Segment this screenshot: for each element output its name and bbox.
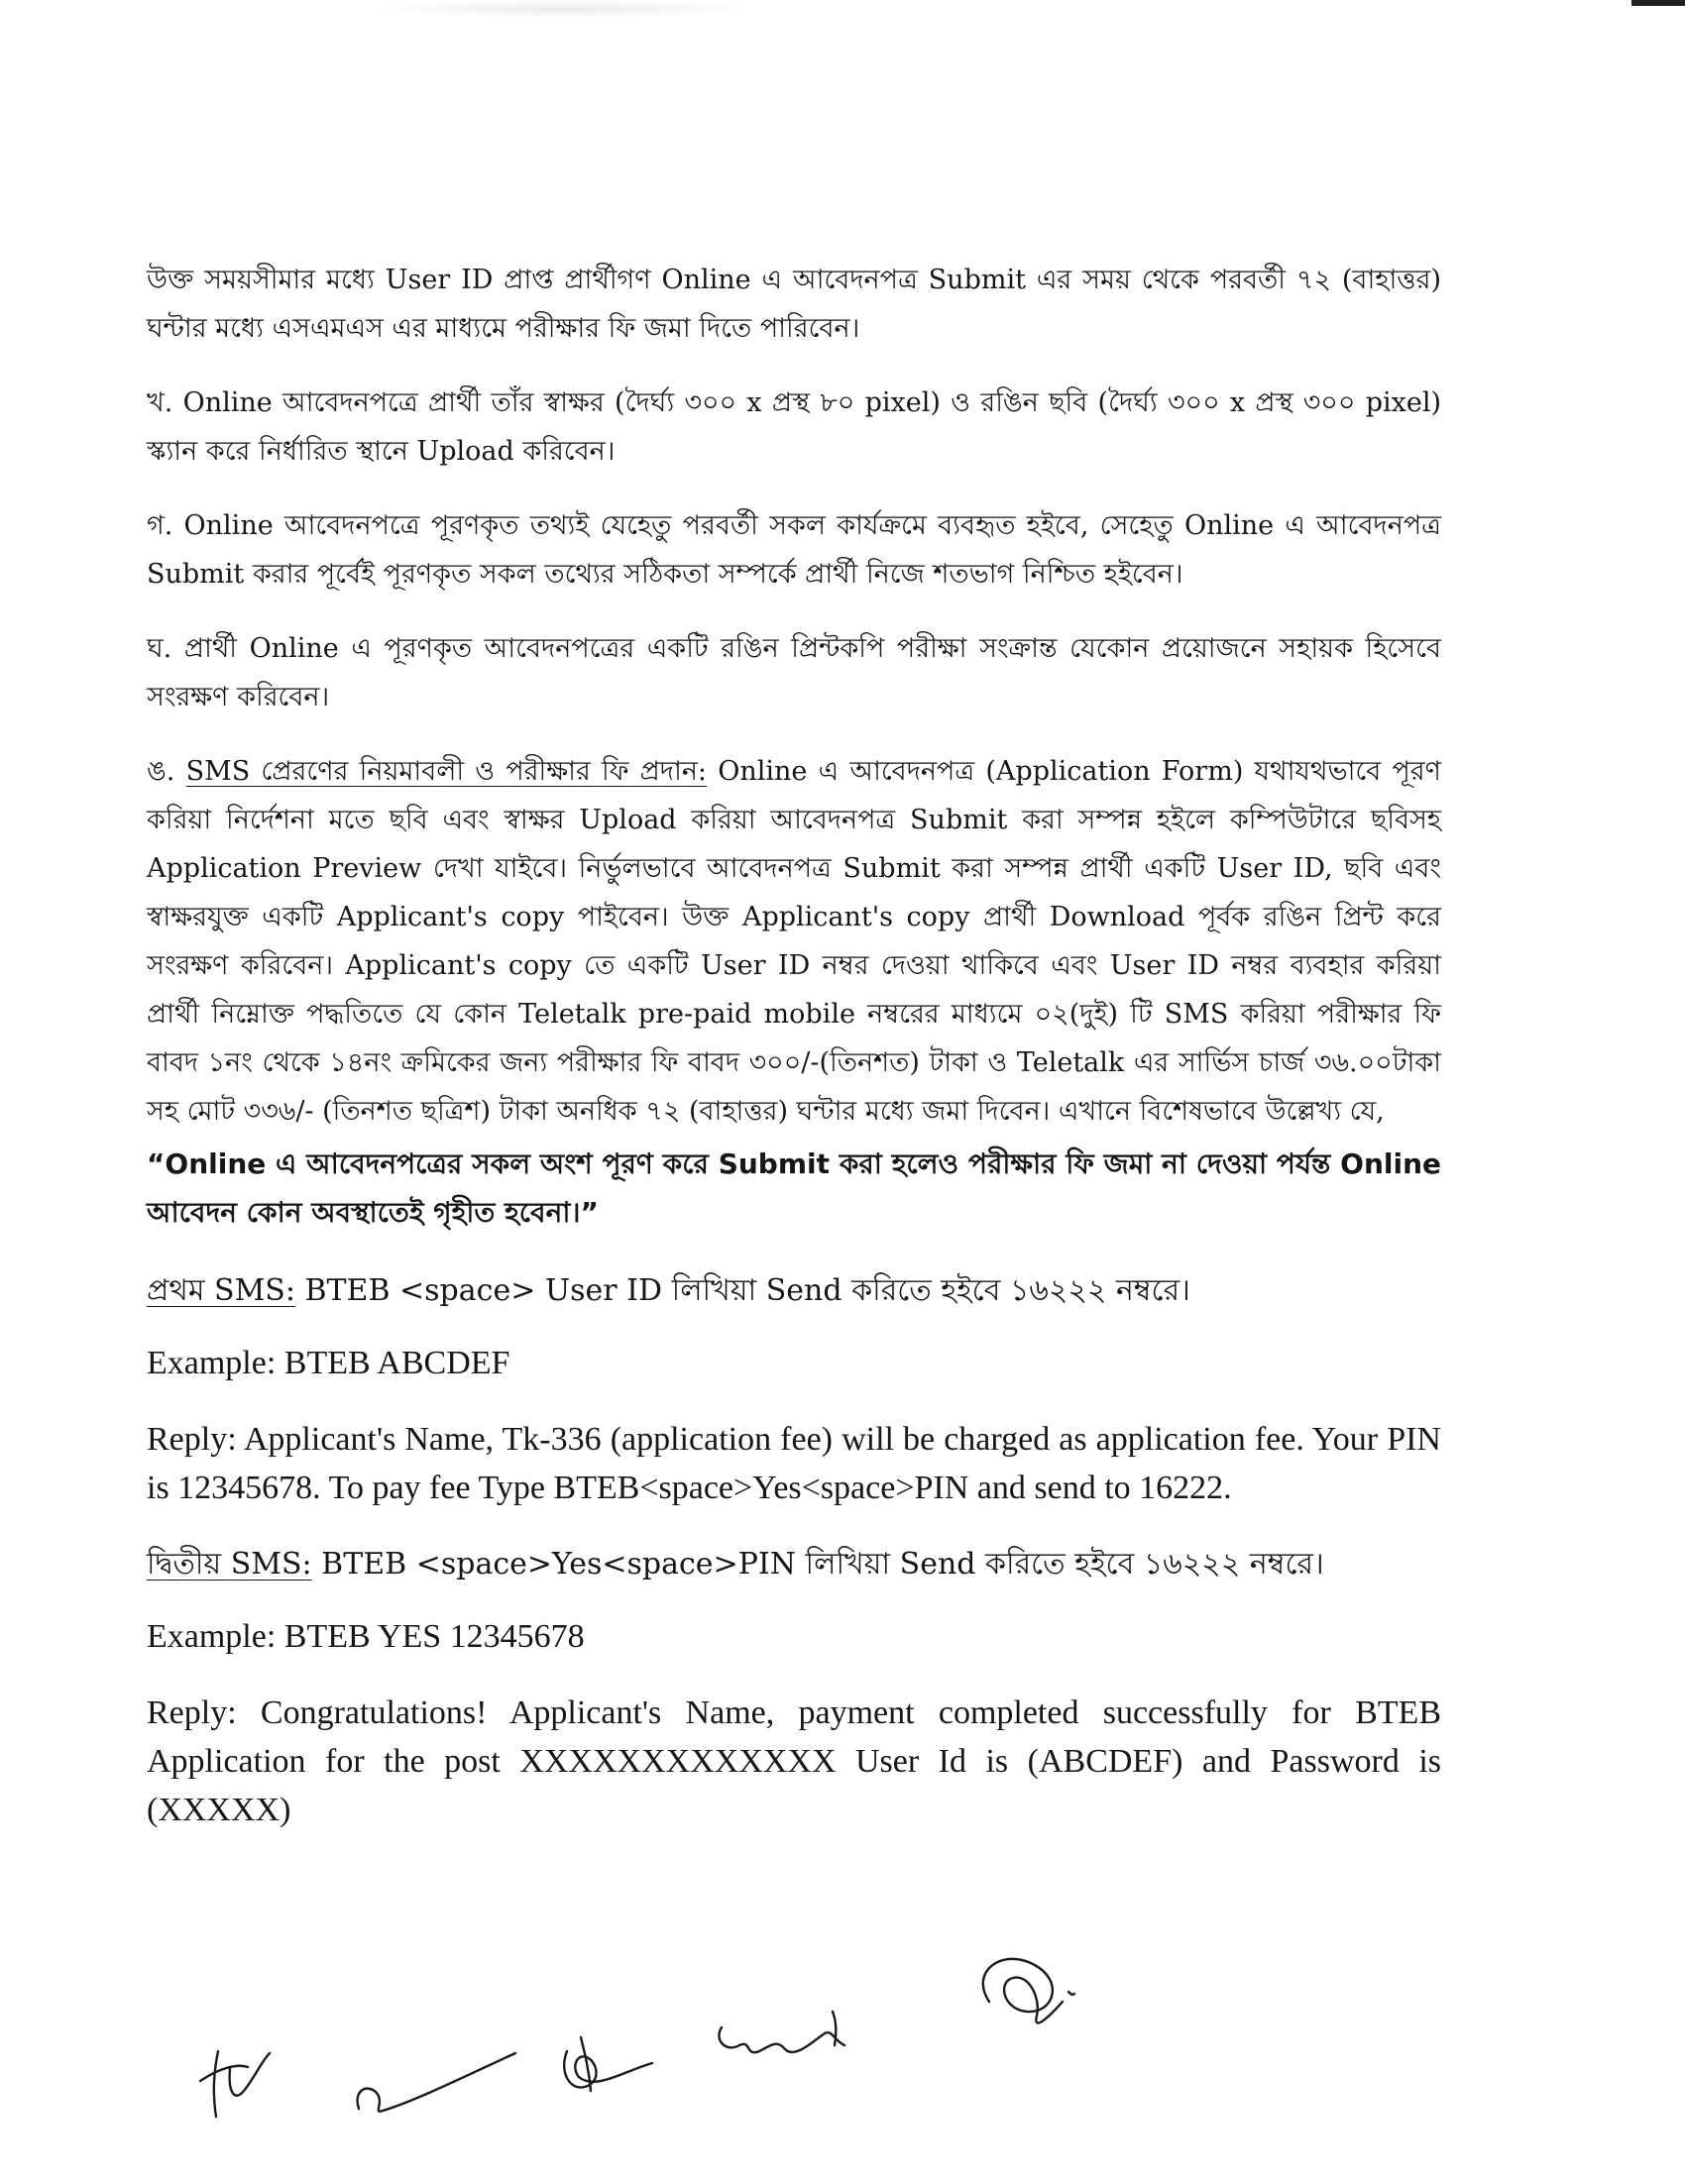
second-sms-label: দ্বিতীয় SMS:: [147, 1547, 312, 1582]
first-sms-reply: Reply: Applicant's Name, Tk-336 (application fee) will be charged as application fee. Your PIN is 12345678. To pay fee Type BTEB<space>Yes<space>PIN and send to 16222.: [147, 1421, 1441, 1506]
signatures-graphic: [178, 1942, 1170, 2180]
second-sms-example: Example: BTEB YES 12345678: [147, 1618, 585, 1655]
first-sms-instruction: [147, 1266, 1441, 1315]
paragraph-deadline: উক্ত সময়সীমার মধ্যে User ID প্রাপ্ত প্রার্থীগণ Online এ আবেদনপত্র Submit এর সময় থেকে পরবর্তী ৭২ (বাহাত্তর) ঘন্টার মধ্যে এসএমএস এর মাধ্যমে পরীক্ষার ফি জমা দিতে পারিবেন।: [147, 265, 1441, 344]
first-sms-example: Example: BTEB ABCDEF: [147, 1345, 510, 1381]
first-sms-text: BTEB <space> User ID লিখিয়া Send করিতে হইবে ১৬২২২ নম্বরে।: [294, 1273, 1190, 1308]
signature-2: [358, 2053, 515, 2112]
signature-4: [719, 2012, 844, 2052]
paragraph-uma-sms-rules: [147, 747, 1441, 1136]
first-sms-label: প্রথম SMS:: [147, 1273, 295, 1308]
scan-edge-mark: [1631, 0, 1685, 6]
paragraph-gha-printcopy: ঘ. প্রার্থী Online এ পূরণকৃত আবেদনপত্রের একটি রঙিন প্রিন্টকপি পরীক্ষা সংক্রান্ত যেকোন প্রয়োজনে সহায়ক হিসেবে সংরক্ষণ করিবেন।: [147, 633, 1441, 712]
scan-shadow: [377, 0, 753, 18]
section-heading-sms-rules: SMS প্রেরণের নিয়মাবলী ও পরীক্ষার ফি প্রদান:: [185, 756, 708, 787]
paragraph-kha-upload: খ. Online আবেদনপত্রে প্রার্থী তাঁর স্বাক্ষর (দৈর্ঘ্য ৩০০ x প্রস্থ ৮০ pixel) ও রঙিন ছবি (দৈর্ঘ্য ৩০০ x প্রস্থ ৩০০ pixel) স্ক্যান করে নির্ধারিত স্থানে Upload করিবেন।: [147, 387, 1441, 467]
sms-rules-body: Online এ আবেদনপত্র (Application Form) যথাযথভাবে পূরণ করিয়া নির্দেশনা মতে ছবি এবং স্বাক্ষর Upload করিয়া আবেদনপত্র Submit করা সম্পন্ন হইলে কম্পিউটারে ছবিসহ Application Preview দেখা যাইবে। নির্ভুলভাবে আবেদনপত্র Submit করা সম্পন্ন প্রার্থী একটি User ID, ছবি এবং স্বাক্ষরযুক্ত একটি Applicant's copy পাইবেন। উক্ত Applicant's copy প্রার্থী Download পূর্বক রঙিন প্রিন্ট করে সংরক্ষণ করিবেন। Applicant's copy তে একটি User ID নম্বর দেওয়া থাকিবে এবং User ID নম্বর ব্যবহার করিয়া প্রার্থী নিম্নোক্ত পদ্ধতিতে যে কোন Teletalk pre-paid mobile নম্বরের মাধ্যমে ০২(দুই) টি SMS করিয়া পরীক্ষার ফি বাবদ ১নং থেকে ১৪নং ক্রমিকের জন্য পরীক্ষার ফি বাবদ ৩০০/-(তিনশত) টাকা ও Teletalk এর সার্ভিস চার্জ ৩৬.০০টাকা সহ মোট ৩৩৬/- (তিনশত ছত্রিশ) টাকা অনধিক ৭২ (বাহাত্তর) ঘন্টার মধ্যে জমা দিবেন। এখানে বিশেষভাবে উল্লেখ্য যে,: [147, 756, 1441, 1127]
second-sms-instruction: [147, 1540, 1441, 1588]
paragraph-ga-accuracy: গ. Online আবেদনপত্রে পূরণকৃত তথ্যই যেহেতু পরবর্তী সকল কার্যক্রমে ব্যবহৃত হইবে, সেহেতু Online এ আবেদনপত্র Submit করার পূর্বেই পূরণকৃত সকল তথ্যের সঠিকতা সম্পর্কে প্রার্থী নিজে শতভাগ নিশ্চিত হইবেন।: [147, 510, 1441, 590]
second-sms-text: BTEB <space>Yes<space>PIN লিখিয়া Send করিতে হইবে ১৬২২২ নম্বরে।: [311, 1547, 1324, 1582]
signature-1: [200, 2051, 270, 2117]
signature-row: [178, 1942, 1170, 2180]
important-notice-quote: “Online এ আবেদনপত্রের সকল অংশ পূরণ করে Submit করা হলেও পরীক্ষার ফি জমা না দেওয়া পর্যন্ত Online আবেদন কোন অবস্থাতেই গৃহীত হবেনা।”: [147, 1147, 1441, 1229]
signature-5: [983, 1959, 1074, 2023]
document-body: [147, 256, 1441, 1862]
item-prefix: ঙ.: [147, 756, 186, 787]
signature-3: [564, 2037, 652, 2091]
second-sms-reply: Reply: Congratulations! Applicant's Name, payment completed successfully for BTEB Application for the post XXXXXXXXXXXXX User Id is (ABCDEF) and Password is (XXXXX): [147, 1694, 1441, 1828]
